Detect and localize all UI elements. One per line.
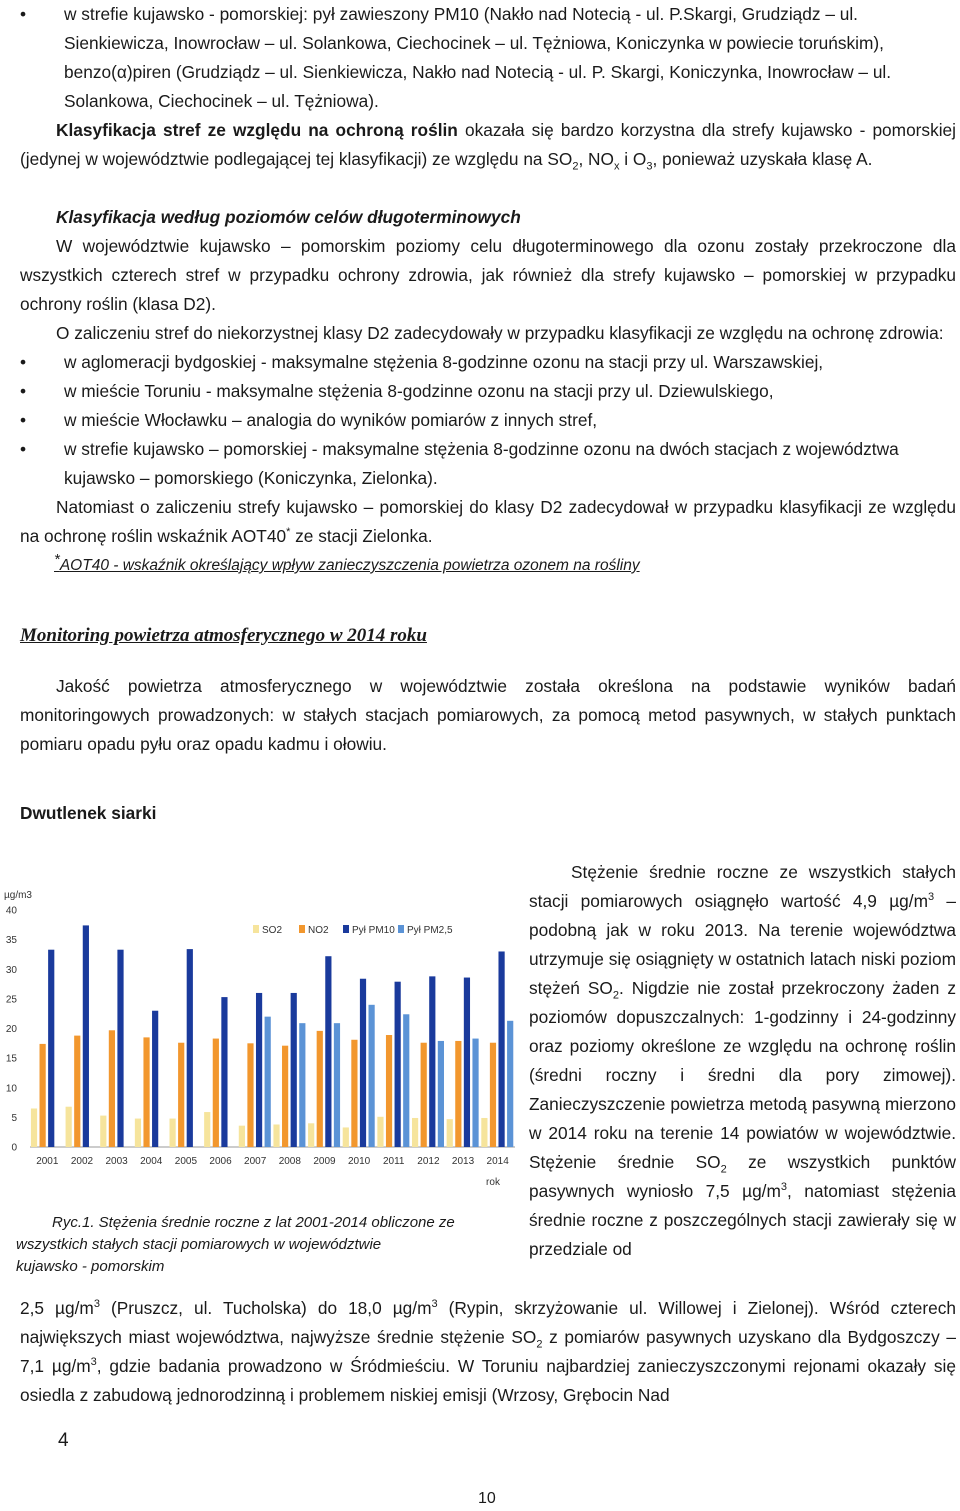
bar-so2-2014	[481, 1118, 487, 1147]
bar-so2-2005	[169, 1119, 175, 1147]
y-tick-label: 15	[5, 1053, 17, 1065]
so2-chart	[0, 885, 515, 1195]
bar-no2-2001	[40, 1044, 46, 1147]
x-tick-label: 2014	[486, 1156, 509, 1167]
bar-py-pm2-5-2007	[265, 1017, 271, 1147]
bar-py-pm10-2003	[117, 950, 123, 1147]
legend-label-1: NO2	[308, 925, 329, 936]
legend-label-3: Pył PM2,5	[407, 925, 453, 936]
plant-classification-paragraph: Klasyfikacja stref ze względu na ochroną roślin okazała się bardzo korzystna dla strefy kujawsko - pomorskiej (jedynej w województwie podlegającej tej klasyfikacji) ze względu na $SO_2$, $NO_x$ i $O_3$, ponieważ uzyskała klasę A.	[20, 120, 957, 173]
legend-swatch-1	[299, 925, 305, 933]
chart-svg	[0, 885, 515, 1195]
document-body	[20, 0, 956, 828]
bar-no2-2004	[143, 1037, 149, 1147]
bullet-icon: •	[20, 439, 27, 459]
bar-so2-2013	[447, 1119, 453, 1147]
bar-py-pm2-5-2014	[507, 1021, 513, 1147]
bar-py-pm10-2014	[498, 951, 504, 1147]
x-tick-label: 2011	[382, 1156, 405, 1167]
bar-no2-2013	[455, 1041, 461, 1147]
so2-heading: Dwutlenek siarki	[20, 803, 157, 823]
footnote: *AOT40 - wskaźnik określający wpływ zanieczyszczenia powietrza ozonem na rośliny	[54, 550, 640, 574]
so2-text-column: Stężenie średnie roczne ze wszystkich stałych stacji pomiarowych osiągnęło wartość 4,9 $\mu g/m^3$ – podobną jak w roku 2013. Na terenie województwa utrzymuje się osiągnięty w ostatnich latach niski poziom stężeń $SO_2$. Nigdzie nie został przekroczony żaden z poziomów dopuszczalnych: 1-godzinny i 24-godzinny oraz poziomy określone ze względu na ochronę roślin (średni roczny i średni dla pory zimowej). Zanieczyszczenie powietrza metodą pasywną mierzono w 2014 roku na terenie 14 powiatów w województwie. Stężenie średnie $SO_2$ ze wszystkich punktów pasywnych wyniosło 7,5 $\mu g/m^3$, natomiast stężenia średnie roczne z poszczególnych stacji zawierały się w przedziale od	[529, 862, 956, 1259]
x-tick-label: 2008	[278, 1156, 301, 1167]
list-item	[20, 0, 956, 116]
monitoring-paragraph: Jakość powietrza atmosferycznego w województwie została określona na podstawie wyników badań monitoringowych prowadzonych: w stałych stacjach pomiarowych, za pomocą metod pasywnych, w stałych punktach pomiaru opadu pyłu oraz opadu kadmu i ołowiu.	[20, 676, 956, 754]
legend-swatch-2	[343, 925, 349, 933]
bar-no2-2003	[109, 1030, 115, 1147]
bar-py-pm10-2013	[464, 978, 470, 1147]
legend-swatch-0	[253, 925, 259, 933]
y-tick-label: 0	[11, 1142, 17, 1154]
legend-swatch-3	[398, 925, 404, 933]
x-tick-label: 2002	[70, 1156, 94, 1167]
bar-no2-2005	[178, 1043, 184, 1147]
bar-so2-2004	[135, 1119, 141, 1147]
legend-label-2: Pył PM10	[352, 925, 395, 936]
list-item: • w aglomeracji bydgoskiej - maksymalne stężenia 8-godzinne ozonu na stacji przy ul. Warszawskiej,	[20, 348, 956, 377]
bar-py-pm10-2010	[360, 979, 366, 1147]
bar-py-pm10-2005	[187, 949, 193, 1147]
bar-so2-2009	[308, 1123, 314, 1147]
bullet-icon: •	[20, 410, 27, 430]
y-tick-label: 40	[5, 905, 17, 917]
monitoring-heading: Monitoring powietrza atmosferycznego w 2014 roku	[20, 625, 427, 646]
y-tick-label: 20	[5, 1024, 17, 1035]
bar-so2-2001	[31, 1108, 37, 1147]
list-item: • w mieście Włocławku – analogia do wyników pomiarów z innych stref,	[20, 406, 956, 435]
bar-py-pm10-2004	[152, 1011, 158, 1147]
y-tick-label: 35	[5, 935, 17, 947]
x-tick-label: 2007	[244, 1156, 267, 1167]
x-tick-label: 2012	[417, 1156, 440, 1167]
x-axis-label: rok	[486, 1177, 500, 1188]
bar-py-pm2-5-2008	[299, 1023, 305, 1147]
figure-caption: Ryc.1. Stężenia średnie roczne z lat 2001-2014 obliczone ze wszystkich stałych stacji pomiarowych w województwie kujawsko - pomorskim	[16, 1214, 455, 1275]
bar-so2-2012	[412, 1118, 418, 1147]
bar-no2-2011	[386, 1035, 392, 1147]
bullet-text-pm: w strefie kujawsko - pomorskiej: pył zawieszony PM10 (Nakło nad Notecią - ul. P.Skargi, Grudziądz – ul. Sienkiewicza, Inowrocław – ul. Solankowa, Ciechocinek – ul. Tężniowa, Koniczynka w powiecie toruńskim), benzo(α)piren (Grudziądz – ul. Sienkiewicza, Nakło nad Notecią - ul. P. Skargi, Koniczynka, Inowrocław – ul. Solankowa, Ciechocinek – ul. Tężniowa).	[64, 4, 892, 111]
plant-classification-bold: Klasyfikacja stref ze względu na ochroną roślin	[56, 120, 458, 140]
left-margin-number: 4	[58, 1430, 69, 1451]
bar-so2-2003	[100, 1116, 106, 1147]
x-tick-label: 2013	[451, 1156, 475, 1167]
bar-py-pm10-2007	[256, 993, 262, 1147]
x-tick-label: 2003	[105, 1156, 128, 1167]
y-tick-label: 25	[5, 994, 17, 1006]
bar-so2-2002	[66, 1107, 72, 1147]
so2-continuation-paragraph: 2,5 $\mu g/m^3$ (Pruszcz, ul. Tucholska) do 18,0 $\mu g/m^3$ (Rypin, skrzyżowanie ul. Willowej i Zielonej). Wśród czterech największych miast województwa, najwyższe średnie stężenie $SO_2$ z pomiarów pasywnych uzyskano dla Bydgoszczy – 7,1 $\mu g/m^3$, gdzie badania prowadzono w Śródmieściu. W Toruniu najbardziej zanieczyszczonymi rejonami okazały się osiedla z zabudową jednorodzinną i problemem niskiej emisji (Wrzosy, Grębocin Nad	[20, 1298, 956, 1405]
bar-so2-2008	[273, 1124, 279, 1147]
x-tick-label: 2005	[174, 1156, 198, 1167]
bar-py-pm2-5-2012	[438, 1041, 444, 1147]
bar-py-pm2-5-2011	[403, 1014, 409, 1147]
bullet-icon: •	[20, 352, 27, 372]
x-tick-label: 2001	[36, 1156, 59, 1167]
bar-py-pm10-2001	[48, 950, 54, 1147]
longterm-paragraph-2: O zaliczeniu stref do niekorzystnej klasy D2 zadecydowały w przypadku klasyfikacji ze względu na ochronę zdrowia:	[56, 323, 944, 343]
x-tick-label: 2004	[140, 1156, 163, 1167]
x-tick-label: 2009	[313, 1156, 336, 1167]
x-tick-label: 2010	[347, 1156, 371, 1167]
bar-py-pm2-5-2013	[472, 1039, 478, 1147]
bar-py-pm10-2002	[83, 925, 89, 1147]
bar-no2-2009	[317, 1031, 323, 1147]
bar-so2-2011	[377, 1117, 383, 1147]
bar-no2-2006	[213, 1039, 219, 1147]
bar-no2-2002	[74, 1036, 80, 1147]
legend-label-0: SO2	[262, 925, 283, 936]
longterm-paragraph-1: W województwie kujawsko – pomorskim poziomy celu długoterminowego dla ozonu zostały przekroczone dla wszystkich czterech stref w przypadku ochrony zdrowia, jak również dla strefy kujawsko – pomorskiej w przypadku ochrony roślin (klasa D2).	[20, 236, 956, 314]
bar-no2-2007	[247, 1043, 253, 1147]
longterm-paragraph-3: Natomiast o zaliczeniu strefy kujawsko – pomorskiej do klasy D2 zadecydował w przypadku klasyfikacji ze względu na ochronę roślin wskaźnik AOT40* ze stacji Zielonka.	[20, 497, 956, 546]
bar-py-pm10-2008	[291, 993, 297, 1147]
bar-no2-2014	[490, 1043, 496, 1147]
bar-so2-2010	[343, 1127, 349, 1147]
list-item: • w mieście Toruniu - maksymalne stężenia 8-godzinne ozonu na stacji przy ul. Dziewulskiego,	[20, 377, 956, 406]
bar-py-pm2-5-2010	[369, 1005, 375, 1147]
bar-no2-2010	[351, 1040, 357, 1147]
bar-no2-2012	[421, 1043, 427, 1147]
bullet-icon: •	[20, 4, 27, 24]
page-number: 10	[478, 1490, 496, 1507]
bar-py-pm10-2011	[395, 982, 401, 1147]
list-item: • w strefie kujawsko – pomorskiej - maksymalne stężenia 8-godzinne ozonu na dwóch stacjach z województwa kujawsko – pomorskiego (Koniczynka, Zielonka).	[20, 435, 956, 493]
bar-py-pm2-5-2009	[334, 1023, 340, 1147]
bar-py-pm10-2006	[221, 997, 227, 1147]
bar-so2-2007	[239, 1126, 245, 1147]
bar-py-pm10-2009	[325, 956, 331, 1147]
y-axis-label: µg/m3	[4, 890, 32, 901]
y-tick-label: 5	[11, 1112, 17, 1124]
longterm-heading: Klasyfikacja według poziomów celów długoterminowych	[56, 207, 521, 227]
y-tick-label: 10	[5, 1083, 17, 1095]
x-tick-label: 2006	[209, 1156, 232, 1167]
bullet-icon: •	[20, 381, 27, 401]
bar-no2-2008	[282, 1046, 288, 1147]
y-tick-label: 30	[5, 964, 17, 976]
bar-py-pm10-2012	[429, 976, 435, 1147]
bar-so2-2006	[204, 1112, 210, 1147]
